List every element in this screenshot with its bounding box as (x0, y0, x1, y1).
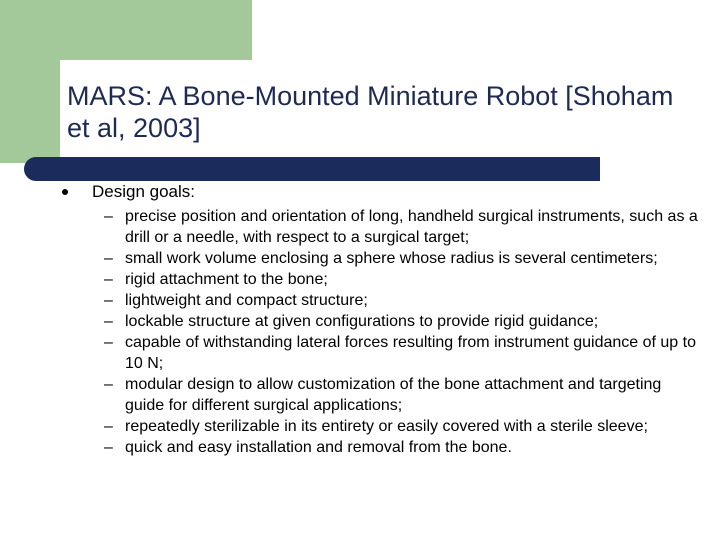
dash-bullet-icon: – (104, 271, 113, 288)
list-item-text: lightweight and compact structure; (125, 292, 368, 309)
design-goals-list (62, 206, 702, 458)
bullet-dot-icon (62, 189, 68, 195)
dash-bullet-icon: – (104, 208, 113, 225)
dash-bullet-icon: – (104, 439, 113, 456)
list-item (62, 437, 702, 458)
list-item (62, 290, 702, 311)
list-item (62, 332, 702, 374)
list-item-text: precise position and orientation of long, handheld surgical instruments, such as a drill or a needle, with respect to a surgical target; (125, 208, 698, 246)
dash-bullet-icon: – (104, 376, 113, 393)
list-item-text: modular design to allow customization of the bone attachment and targeting guide for different surgical applications; (125, 376, 662, 414)
bullet-design-goals (62, 180, 702, 204)
dash-bullet-icon: – (104, 292, 113, 309)
dash-bullet-icon: – (104, 313, 113, 330)
list-item-text: lockable structure at given configurations to provide rigid guidance; (125, 313, 599, 330)
list-item-text: repeatedly sterilizable in its entirety or easily covered with a sterile sleeve; (125, 418, 648, 435)
list-item (62, 416, 702, 437)
dash-bullet-icon: – (104, 334, 113, 351)
title-underline-bar (24, 157, 600, 181)
dash-bullet-icon: – (104, 250, 113, 267)
dash-bullet-icon: – (104, 418, 113, 435)
slide-title: MARS: A Bone-Mounted Miniature Robot [Shoham et al, 2003] (67, 81, 674, 143)
slide-content (62, 180, 702, 458)
list-item (62, 269, 702, 290)
list-item (62, 311, 702, 332)
list-item-text: small work volume enclosing a sphere whose radius is several centimeters; (125, 250, 658, 267)
list-item-text: capable of withstanding lateral forces resulting from instrument guidance of up to 10 N; (125, 334, 696, 372)
list-item (62, 206, 702, 248)
bullet-label: Design goals: (92, 182, 196, 201)
list-item (62, 248, 702, 269)
list-item (62, 374, 702, 416)
list-item-text: rigid attachment to the bone; (125, 271, 328, 288)
list-item-text: quick and easy installation and removal from the bone. (125, 439, 512, 456)
